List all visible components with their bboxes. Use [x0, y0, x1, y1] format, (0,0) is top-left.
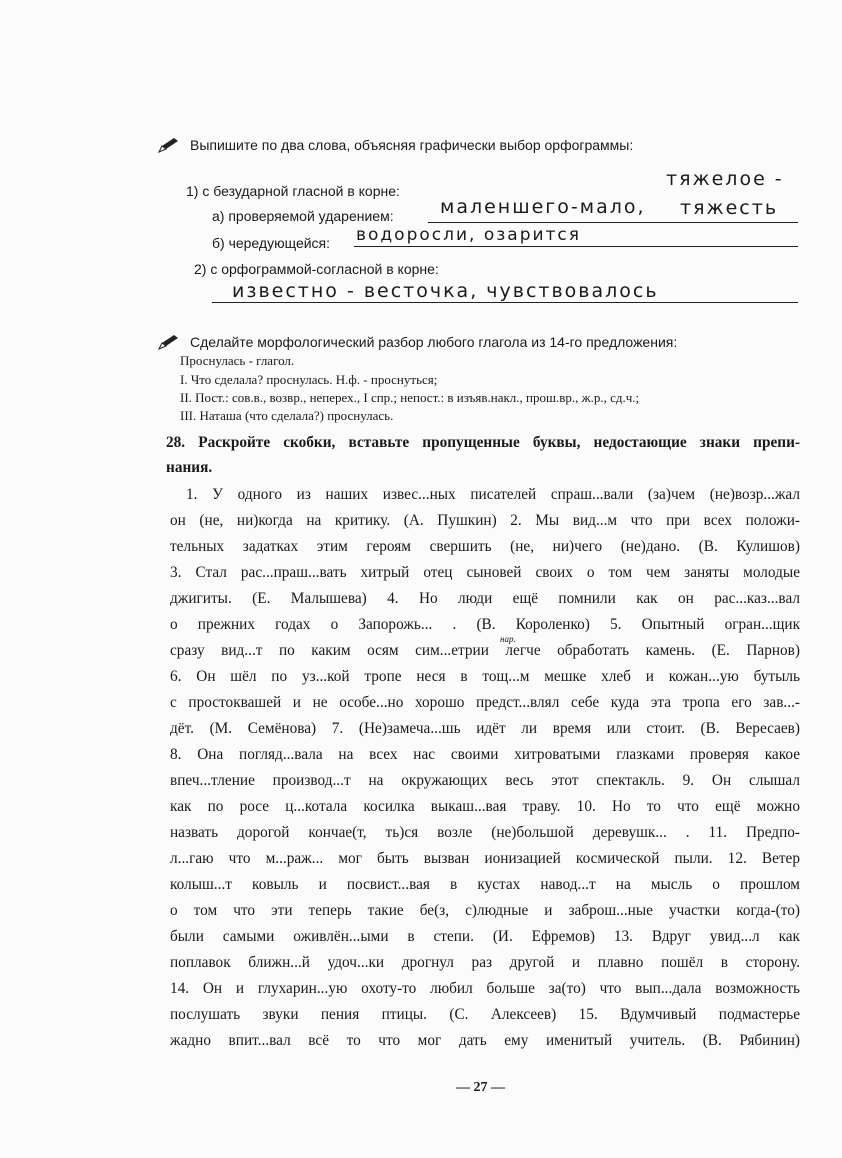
morph-line: II. Пост.: сов.в., возвр., неперех., I спр.; непост.: в изъяв.накл., прош.вр., ж.р., сд.ч.; [180, 390, 640, 405]
morph-line: III. Наташа (что сделала?) проснулась. [180, 408, 394, 423]
exercise-line: он (не, ни)когда на критику. (А. Пушкин) 2. Мы вид...м что при всех положи- [170, 512, 800, 529]
exercise-line: 14. Он и глухарин...ую охоту-то любил больше за(то) что вып...дала возможность [170, 980, 800, 997]
exercise-line: были самыми оживлён...ыми в степи. (И. Ефремов) 13. Вдруг увид...л как [170, 928, 800, 945]
exercise-title: 28. Раскройте скобки, вставьте пропущенные буквы, недостающие знаки препи- [166, 434, 800, 451]
morph-line: Проснулась - глагол. [180, 353, 295, 368]
exercise-line: колыш...т ковыль и посвист...вая в кустах навод...т на мысль о прошлом [170, 876, 800, 893]
exercise-title-cont: нания. [166, 459, 213, 476]
exercise-line: как по росе ц...котала косилка выкаш...вая траву. 10. Но то что ещё можно [170, 798, 800, 815]
handwritten-note: нар. [500, 634, 516, 644]
exercise-line: 8. Она погляд...вала на всех нас своими хитроватыми глазками проверяя какое [170, 746, 800, 763]
answer-line-1a [428, 222, 798, 223]
task2-prompt: Сделайте морфологический разбор любого глагола из 14-го предложения: [190, 334, 678, 350]
answer-2[interactable]: известно - весточка, чувствовалось [232, 280, 659, 302]
task1-prompt: Выпишите по два слова, объясняя графически выбор орфограммы: [190, 137, 634, 153]
exercise-line: о том что эти теперь такие бе(з, с)людные и заброш...ные участки когда-(то) [170, 902, 800, 919]
exercise-line: тельных задатках этим героям свершить (не, ни)чего (не)дано. (В. Кулишов) [170, 538, 800, 555]
exercise-line: сразу вид...т по каким осям сим...етрии легче обработать камень. (Е. Парнов) [170, 642, 800, 659]
answer-line-1b [354, 246, 798, 247]
exercise-line: назвать дорогой кончае(т, ть)ся возле (не)большой деревушк... . 11. Предпо- [170, 824, 800, 841]
pencil-icon [158, 137, 180, 153]
answer-1a[interactable]: маленшего-мало, [440, 196, 646, 218]
task1-item1b-label: б) чередующейся: [212, 235, 331, 251]
task1-item1: 1) с безударной гласной в корне: [186, 183, 400, 199]
answer-1a-extra-bottom[interactable]: тяжесть [680, 197, 779, 219]
exercise-line: джигиты. (Е. Малышева) 4. Но люди ещё помнили как он рас...каз...вал [170, 590, 800, 607]
exercise-line: дёт. (М. Семёнова) 7. (Не)замеча...шь идёт ли время или стоит. (В. Вересаев) [170, 720, 800, 737]
task1-item1a-label: а) проверяемой ударением: [212, 208, 394, 224]
exercise-line: 1. У одного из наших извес...ных писателей спраш...вали (за)чем (не)возр...жал [186, 486, 800, 503]
exercise-line: впеч...тление производ...т на окружающих весь этот спектакль. 9. Он слышал [170, 772, 800, 789]
page-number: — 27 — [456, 1080, 505, 1095]
task1-item2: 2) с орфограммой-согласной в корне: [194, 261, 439, 277]
answer-1b[interactable]: водоросли, озарится [356, 225, 582, 245]
exercise-line: о прежних годах о Запорожь... . (В. Короленко) 5. Опытный огран...щик [170, 616, 800, 633]
answer-line-2 [212, 302, 798, 303]
exercise-line: поплавок ближн...й удоч...ки дрогнул раз другой и плавно пошёл в сторону. [170, 954, 800, 971]
exercise-line: л...гаю что м...раж... мог быть вызван ионизацией космической пыли. 12. Ветер [170, 850, 800, 867]
exercise-line: жадно впит...вал всё то что мог дать ему именитый учитель. (В. Рябинин) [170, 1032, 800, 1049]
pencil-icon [158, 334, 180, 350]
answer-1a-extra-top[interactable]: тяжелое - [666, 168, 784, 190]
exercise-line: 6. Он шёл по уз...кой тропе неся в тощ...м мешке хлеб и кожан...ую бутыль [170, 668, 800, 685]
exercise-line: послушать звуки пения птицы. (С. Алексеев) 15. Вдумчивый подмастерье [170, 1006, 800, 1023]
morph-line: I. Что сделала? проснулась. Н.ф. - проснуться; [180, 372, 438, 387]
exercise-line: 3. Стал рас...праш...вать хитрый отец сыновей своих о том чем заняты молодые [170, 564, 800, 581]
exercise-line: с простоквашей и не особе...но хорошо предст...влял себе куда эта тропа его зав...- [170, 694, 800, 711]
